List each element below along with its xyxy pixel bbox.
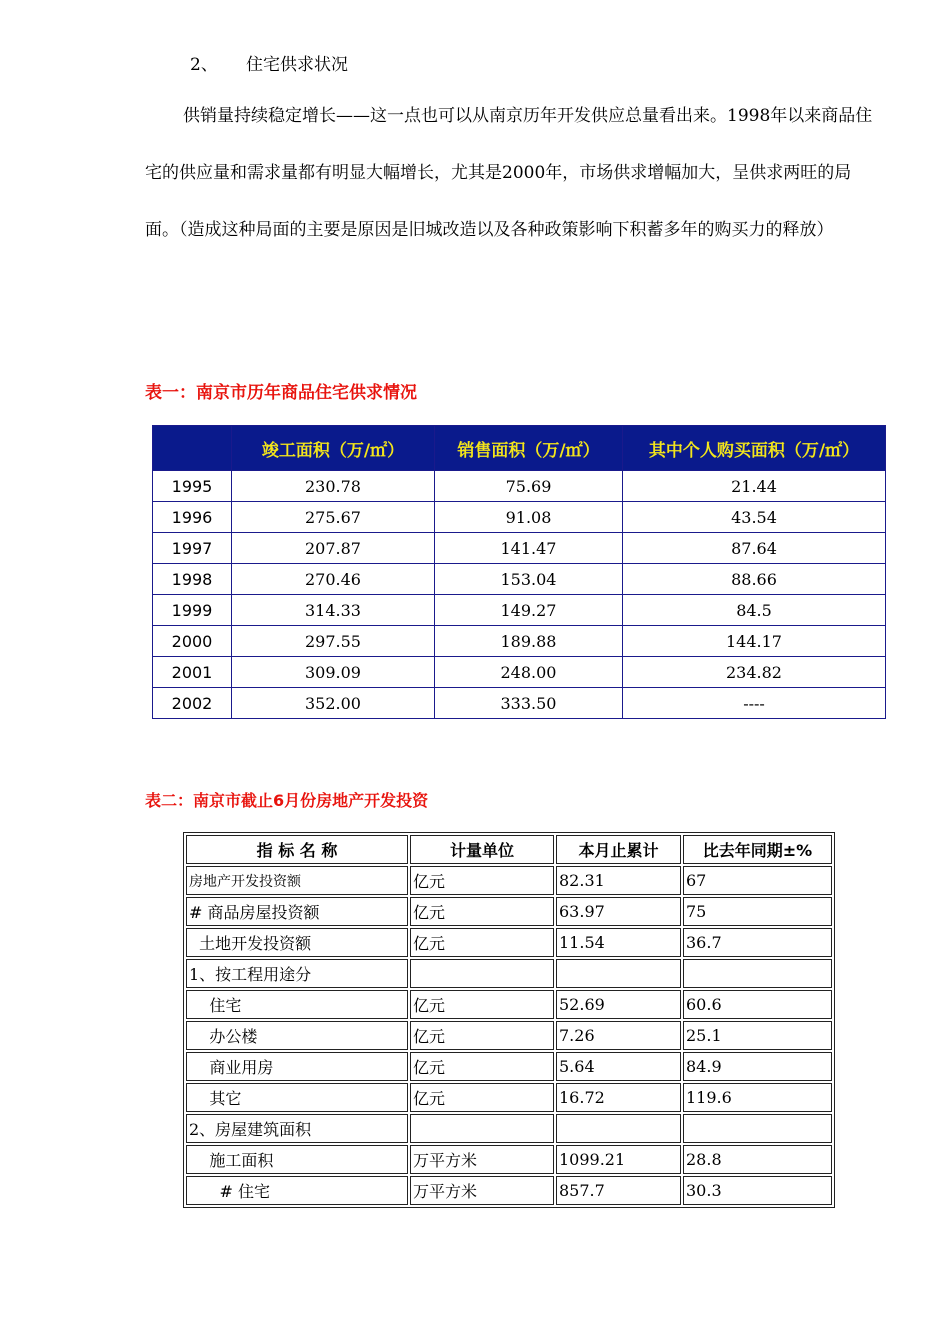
table-row — [186, 1114, 832, 1143]
table-row — [153, 564, 886, 595]
table-row — [186, 1021, 832, 1050]
cumulative-cell: 52.69 — [556, 990, 681, 1019]
unit-cell: 亿元 — [410, 928, 554, 957]
section-number: 2、 — [190, 55, 218, 75]
unit-cell: 亿元 — [410, 1083, 554, 1112]
indicator-cell: # 商品房屋投资额 — [186, 897, 408, 926]
unit-cell — [410, 959, 554, 988]
year-cell: 1995 — [153, 471, 232, 502]
table1-header-cell: 销售面积（万/㎡） — [435, 426, 623, 471]
table-row — [153, 657, 886, 688]
personal-purchase-cell: 21.44 — [623, 471, 886, 502]
indicator-cell: 其它 — [186, 1083, 408, 1112]
completed-area-cell: 275.67 — [232, 502, 435, 533]
table2-header-cell: 本月止累计 — [556, 835, 681, 864]
table-row — [153, 595, 886, 626]
indicator-cell: 土地开发投资额 — [186, 928, 408, 957]
sales-area-cell: 333.50 — [435, 688, 623, 719]
yoy-change-cell — [683, 959, 832, 988]
indicator-cell: # 住宅 — [186, 1176, 408, 1205]
indicator-cell: 2、房屋建筑面积 — [186, 1114, 408, 1143]
personal-purchase-cell: 84.5 — [623, 595, 886, 626]
supply-demand-table — [152, 425, 886, 719]
year-cell: 1997 — [153, 533, 232, 564]
table-row — [186, 959, 832, 988]
table-row — [186, 990, 832, 1019]
table1-caption: 表一：南京市历年商品住宅供求情况 — [145, 383, 417, 403]
year-cell: 2001 — [153, 657, 232, 688]
cumulative-cell: 11.54 — [556, 928, 681, 957]
completed-area-cell: 309.09 — [232, 657, 435, 688]
table-row — [186, 866, 832, 895]
table1-header-cell — [153, 426, 232, 471]
year-cell: 1999 — [153, 595, 232, 626]
sales-area-cell: 189.88 — [435, 626, 623, 657]
cumulative-cell: 16.72 — [556, 1083, 681, 1112]
cumulative-cell: 82.31 — [556, 866, 681, 895]
sales-area-cell: 75.69 — [435, 471, 623, 502]
yoy-change-cell — [683, 1114, 832, 1143]
unit-cell: 亿元 — [410, 866, 554, 895]
sales-area-cell: 149.27 — [435, 595, 623, 626]
yoy-change-cell: 30.3 — [683, 1176, 832, 1205]
cumulative-cell: 1099.21 — [556, 1145, 681, 1174]
table-row — [186, 1176, 832, 1205]
table2-caption: 表二：南京市截止6月份房地产开发投资 — [145, 791, 429, 810]
personal-purchase-cell: ---- — [623, 688, 886, 719]
completed-area-cell: 230.78 — [232, 471, 435, 502]
cumulative-cell — [556, 959, 681, 988]
personal-purchase-cell: 88.66 — [623, 564, 886, 595]
indicator-cell: 1、按工程用途分 — [186, 959, 408, 988]
yoy-change-cell: 60.6 — [683, 990, 832, 1019]
indicator-cell: 房地产开发投资额 — [186, 866, 408, 895]
table1-header-cell: 其中个人购买面积（万/㎡） — [623, 426, 886, 471]
table2-header-row — [186, 835, 832, 864]
unit-cell: 亿元 — [410, 897, 554, 926]
table2-header-cell: 指 标 名 称 — [186, 835, 408, 864]
personal-purchase-cell: 144.17 — [623, 626, 886, 657]
yoy-change-cell: 28.8 — [683, 1145, 832, 1174]
table-row — [186, 1083, 832, 1112]
sales-area-cell: 153.04 — [435, 564, 623, 595]
table-row — [186, 1052, 832, 1081]
personal-purchase-cell: 234.82 — [623, 657, 886, 688]
yoy-change-cell: 25.1 — [683, 1021, 832, 1050]
body-paragraph — [145, 88, 885, 259]
table1-header-row — [153, 426, 886, 471]
table-row — [153, 688, 886, 719]
year-cell: 2000 — [153, 626, 232, 657]
table-row — [153, 626, 886, 657]
unit-cell: 亿元 — [410, 990, 554, 1019]
completed-area-cell: 352.00 — [232, 688, 435, 719]
table-row — [153, 471, 886, 502]
year-cell: 1996 — [153, 502, 232, 533]
table-row — [153, 533, 886, 564]
yoy-change-cell: 75 — [683, 897, 832, 926]
indicator-cell: 施工面积 — [186, 1145, 408, 1174]
sales-area-cell: 141.47 — [435, 533, 623, 564]
completed-area-cell: 297.55 — [232, 626, 435, 657]
year-cell: 1998 — [153, 564, 232, 595]
table1-header-cell: 竣工面积（万/㎡） — [232, 426, 435, 471]
sales-area-cell: 248.00 — [435, 657, 623, 688]
cumulative-cell: 857.7 — [556, 1176, 681, 1205]
yoy-change-cell: 84.9 — [683, 1052, 832, 1081]
unit-cell: 亿元 — [410, 1052, 554, 1081]
table-row — [186, 1145, 832, 1174]
table-row — [153, 502, 886, 533]
table-row — [186, 897, 832, 926]
table-row — [186, 928, 832, 957]
unit-cell — [410, 1114, 554, 1143]
section-heading — [190, 50, 348, 75]
yoy-change-cell: 36.7 — [683, 928, 832, 957]
table2-header-cell: 比去年同期±% — [683, 835, 832, 864]
sales-area-cell: 91.08 — [435, 502, 623, 533]
indicator-cell: 住宅 — [186, 990, 408, 1019]
unit-cell: 亿元 — [410, 1021, 554, 1050]
yoy-change-cell: 119.6 — [683, 1083, 832, 1112]
section-title: 住宅供求状况 — [246, 55, 348, 75]
indicator-cell: 商业用房 — [186, 1052, 408, 1081]
completed-area-cell: 207.87 — [232, 533, 435, 564]
cumulative-cell: 5.64 — [556, 1052, 681, 1081]
investment-table — [183, 832, 835, 1208]
personal-purchase-cell: 43.54 — [623, 502, 886, 533]
table2-header-cell: 计量单位 — [410, 835, 554, 864]
unit-cell: 万平方米 — [410, 1176, 554, 1205]
completed-area-cell: 270.46 — [232, 564, 435, 595]
cumulative-cell: 63.97 — [556, 897, 681, 926]
cumulative-cell — [556, 1114, 681, 1143]
cumulative-cell: 7.26 — [556, 1021, 681, 1050]
unit-cell: 万平方米 — [410, 1145, 554, 1174]
personal-purchase-cell: 87.64 — [623, 533, 886, 564]
year-cell: 2002 — [153, 688, 232, 719]
yoy-change-cell: 67 — [683, 866, 832, 895]
paragraph-text: 供销量持续稳定增长——这一点也可以从南京历年开发供应总量看出来。1998年以来商品住宅的供应量和需求量都有明显大幅增长，尤其是2000年，市场供求增幅加大，呈供求两旺的局面。（造成这种局面的主要是原因是旧城改造以及各种政策影响下积蓄多年的购买力的释放） — [145, 106, 873, 240]
indicator-cell: 办公楼 — [186, 1021, 408, 1050]
completed-area-cell: 314.33 — [232, 595, 435, 626]
